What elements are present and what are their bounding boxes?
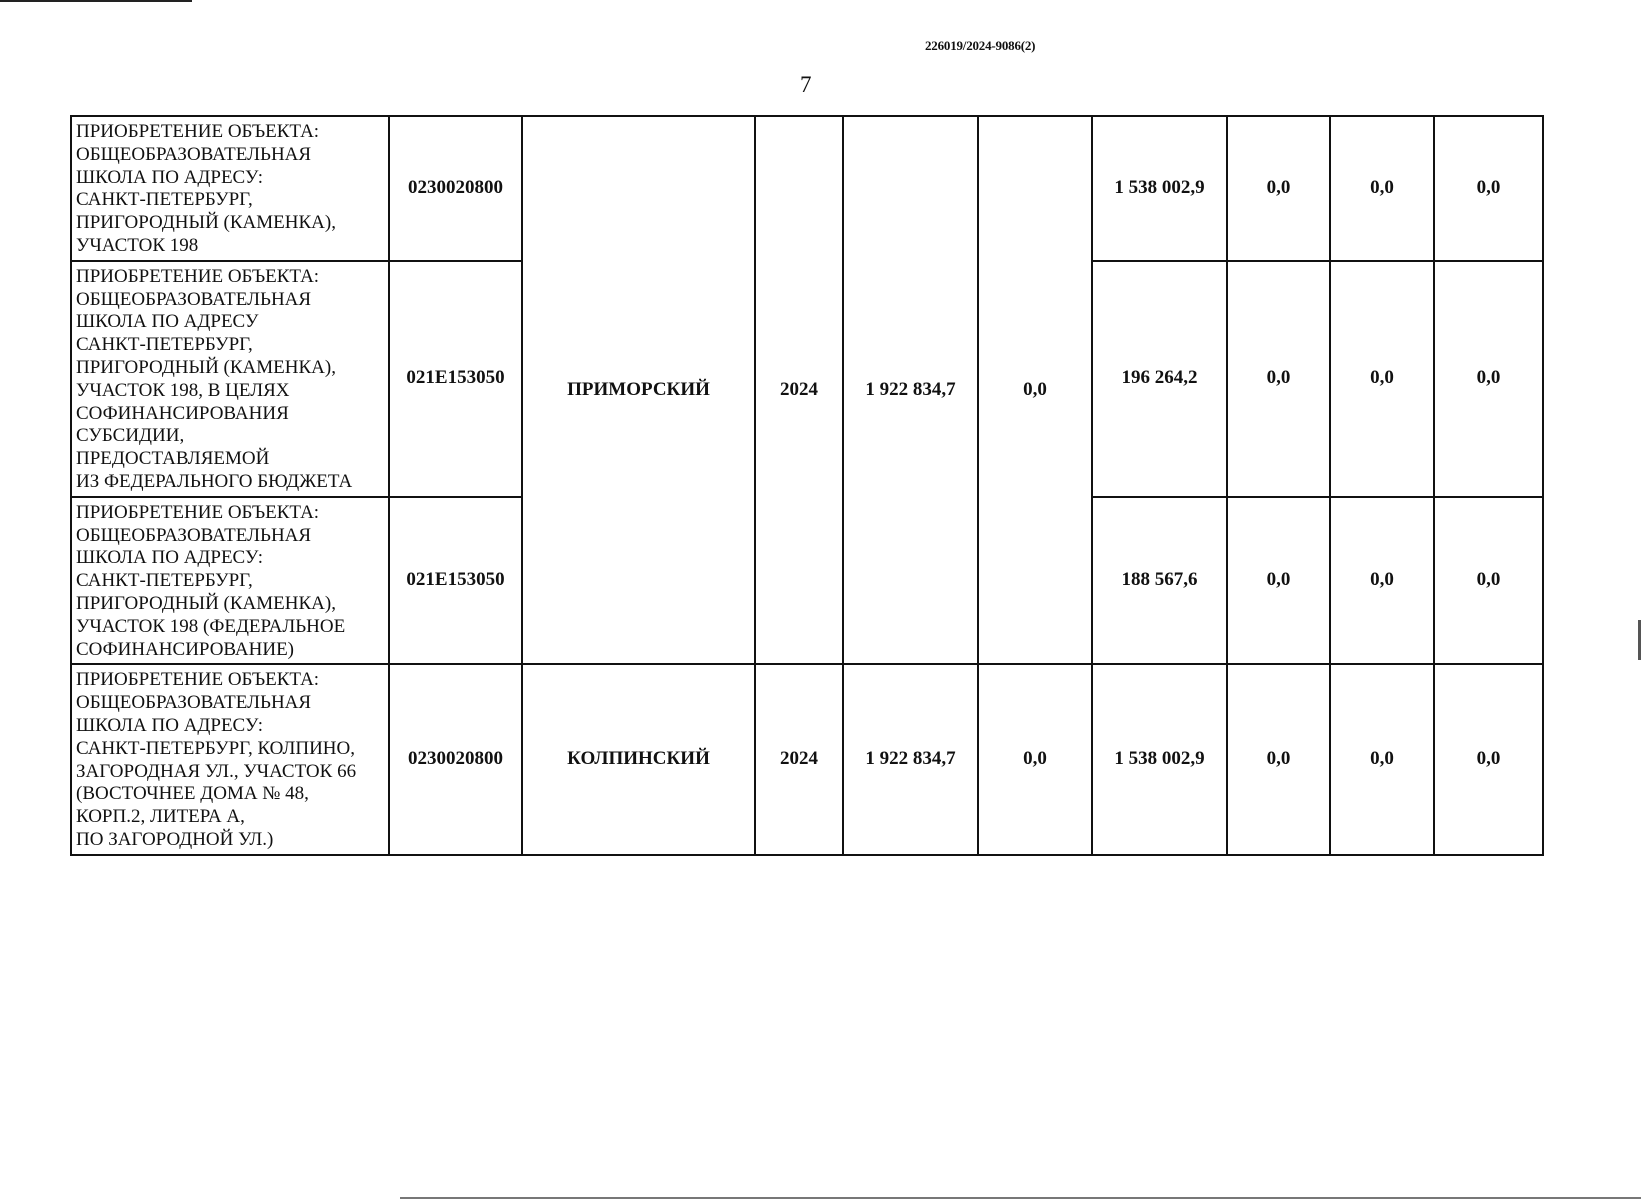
table-row [71, 664, 1543, 854]
object-name-line: САНКТ-ПЕТЕРБУРГ, [76, 189, 253, 211]
object-name-line: ШКОЛА ПО АДРЕСУ: [76, 714, 263, 736]
district-cell: КОЛПИНСКИЙ [522, 664, 755, 854]
object-name-line: ПРИГОРОДНЫЙ (КАМЕНКА), [76, 212, 336, 234]
amount-cell: 0,0 [1330, 664, 1434, 854]
amount-cell: 1 538 002,9 [1092, 664, 1227, 854]
object-name-line: ПРИОБРЕТЕНИЕ ОБЪЕКТА: [76, 669, 320, 691]
prior-funding-cell: 0,0 [978, 664, 1092, 854]
object-name-line: КОРП.2, ЛИТЕРА А, [76, 806, 245, 828]
object-name-cell [71, 497, 389, 665]
budget-code-cell: 0230020800 [389, 664, 522, 854]
scan-edge-bottom [400, 1197, 1641, 1199]
amount-cell: 0,0 [1434, 664, 1543, 854]
object-name-line: СОФИНАНСИРОВАНИЕ) [76, 638, 295, 660]
scan-edge-top [0, 0, 192, 2]
amount-cell: 0,0 [1330, 497, 1434, 665]
table-row [71, 116, 1543, 261]
budget-code-cell: 0230020800 [389, 116, 522, 261]
object-name-line: ПРИОБРЕТЕНИЕ ОБЪЕКТА: [76, 121, 320, 142]
object-name-line: СУБСИДИИ, [76, 425, 185, 447]
year-cell: 2024 [755, 116, 843, 664]
object-name-line: УЧАСТОК 198, В ЦЕЛЯХ [76, 379, 290, 401]
budget-code-cell: 021E153050 [389, 261, 522, 497]
object-name-cell [71, 116, 389, 261]
object-name-line: ОБЩЕОБРАЗОВАТЕЛЬНАЯ [76, 143, 312, 165]
object-name-line: СОФИНАНСИРОВАНИЯ [76, 402, 289, 424]
object-name-cell [71, 664, 389, 854]
total-cost-cell: 1 922 834,7 [843, 116, 978, 664]
amount-cell: 188 567,6 [1092, 497, 1227, 665]
amount-cell: 0,0 [1227, 664, 1330, 854]
object-name-line: ПРИГОРОДНЫЙ (КАМЕНКА), [76, 356, 336, 378]
object-name-line: САНКТ-ПЕТЕРБУРГ, КОЛПИНО, [76, 737, 355, 759]
object-name-cell [71, 261, 389, 497]
object-name-line: УЧАСТОК 198 [76, 234, 199, 256]
budget-table [70, 115, 1544, 856]
year-cell: 2024 [755, 664, 843, 854]
object-name-line: САНКТ-ПЕТЕРБУРГ, [76, 570, 253, 592]
object-name-line: ПРИОБРЕТЕНИЕ ОБЪЕКТА: [76, 501, 320, 523]
amount-cell: 0,0 [1434, 116, 1543, 261]
object-name-line: ОБЩЕОБРАЗОВАТЕЛЬНАЯ [76, 692, 312, 714]
budget-code-cell: 021E153050 [389, 497, 522, 665]
object-name-line: ШКОЛА ПО АДРЕСУ: [76, 166, 263, 188]
amount-cell: 0,0 [1227, 261, 1330, 497]
amount-cell: 196 264,2 [1092, 261, 1227, 497]
amount-cell: 0,0 [1227, 116, 1330, 261]
object-name-line: ПО ЗАГОРОДНОЙ УЛ.) [76, 828, 274, 850]
object-name-line: ЗАГОРОДНАЯ УЛ., УЧАСТОК 66 [76, 760, 357, 782]
object-name-line: ОБЩЕОБРАЗОВАТЕЛЬНАЯ [76, 524, 312, 546]
amount-cell: 1 538 002,9 [1092, 116, 1227, 261]
object-name-line: ПРЕДОСТАВЛЯЕМОЙ [76, 448, 270, 470]
registration-number: 226019/2024-9086(2) [925, 38, 1036, 53]
amount-cell: 0,0 [1330, 261, 1434, 497]
object-name-line: (ВОСТОЧНЕЕ ДОМА № 48, [76, 783, 309, 805]
district-cell: ПРИМОРСКИЙ [522, 116, 755, 664]
prior-funding-cell: 0,0 [978, 116, 1092, 664]
object-name-line: ОБЩЕОБРАЗОВАТЕЛЬНАЯ [76, 288, 312, 310]
amount-cell: 0,0 [1227, 497, 1330, 665]
object-name-line: УЧАСТОК 198 (ФЕДЕРАЛЬНОЕ [76, 615, 346, 637]
object-name-line: ШКОЛА ПО АДРЕСУ [76, 311, 259, 333]
object-name-line: САНКТ-ПЕТЕРБУРГ, [76, 334, 253, 356]
amount-cell: 0,0 [1434, 261, 1543, 497]
object-name-line: ПРИГОРОДНЫЙ (КАМЕНКА), [76, 592, 336, 614]
total-cost-cell: 1 922 834,7 [843, 664, 978, 854]
amount-cell: 0,0 [1434, 497, 1543, 665]
amount-cell: 0,0 [1330, 116, 1434, 261]
object-name-line: ПРИОБРЕТЕНИЕ ОБЪЕКТА: [76, 265, 320, 287]
object-name-line: ШКОЛА ПО АДРЕСУ: [76, 547, 263, 569]
page-number: 7 [800, 72, 812, 97]
object-name-line: ИЗ ФЕДЕРАЛЬНОГО БЮДЖЕТА [76, 470, 353, 492]
